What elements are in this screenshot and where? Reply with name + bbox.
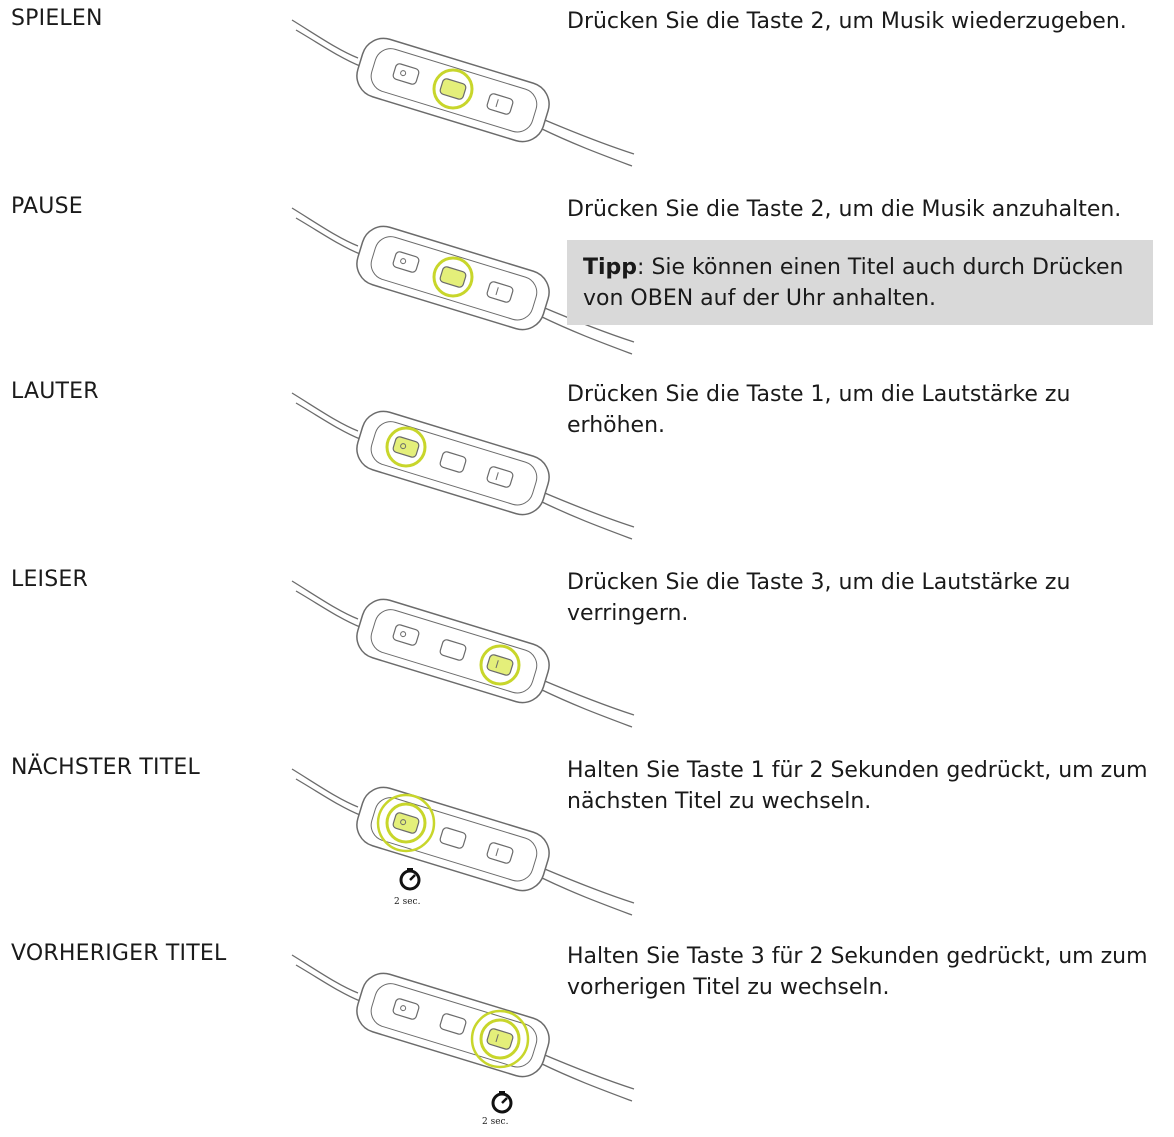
instruction-row-volume-up: [0, 373, 1174, 559]
instruction-row-pause: [0, 188, 1174, 374]
timer-label: 2 sec.: [482, 1117, 509, 1127]
cable-top-inner: [296, 30, 360, 66]
cable-top-outer: [292, 20, 358, 58]
instruction-row-previous-track: [0, 935, 1174, 1127]
row-label: NÄCHSTER TITEL: [11, 755, 200, 780]
cable-top-outer: [292, 769, 358, 807]
row-label: VORHERIGER TITEL: [11, 941, 227, 966]
row-description: Halten Sie Taste 3 für 2 Sekunden gedrückt, um zum vorherigen Titel zu wechseln.: [567, 944, 1148, 1000]
row-label: PAUSE: [11, 194, 83, 219]
cable-top-outer: [292, 208, 358, 246]
row-description: Drücken Sie die Taste 3, um die Lautstärke zu verringern.: [567, 570, 1071, 626]
tip-text: : Sie können einen Titel auch durch Drücken von OBEN auf der Uhr anhalten.: [583, 255, 1124, 311]
cable-top-inner: [296, 965, 360, 1001]
timer-icon: [397, 866, 423, 892]
timer-label: 2 sec.: [394, 897, 421, 907]
cable-bottom-inner: [540, 877, 632, 915]
cable-top-inner: [296, 218, 360, 254]
row-description: Drücken Sie die Taste 2, um die Musik anzuhalten.: [567, 197, 1122, 222]
row-label: SPIELEN: [11, 6, 103, 31]
row-description: Halten Sie Taste 1 für 2 Sekunden gedrückt, um zum nächsten Titel zu wechseln.: [567, 758, 1148, 814]
cable-bottom-inner: [540, 128, 632, 166]
row-label: LAUTER: [11, 379, 99, 404]
tip-label: Tipp: [583, 255, 638, 280]
row-description: Drücken Sie die Taste 2, um Musik wiederzugeben.: [567, 9, 1127, 34]
cable-top-inner: [296, 591, 360, 627]
remote-control-illustration: [288, 14, 638, 174]
row-description: Drücken Sie die Taste 1, um die Lautstärke zu erhöhen.: [567, 382, 1071, 438]
instruction-row-play: [0, 0, 1174, 186]
row-label: LEISER: [11, 567, 88, 592]
cable-top-inner: [296, 779, 360, 815]
timer-icon: [489, 1089, 515, 1115]
cable-top-inner: [296, 403, 360, 439]
tip-box: [567, 240, 1153, 325]
instruction-row-next-track: [0, 749, 1174, 935]
cable-bottom-inner: [540, 1063, 632, 1101]
cable-top-outer: [292, 393, 358, 431]
cable-bottom-inner: [540, 689, 632, 727]
instruction-row-volume-down: [0, 561, 1174, 747]
cable-top-outer: [292, 955, 358, 993]
cable-bottom-inner: [540, 501, 632, 539]
cable-top-outer: [292, 581, 358, 619]
